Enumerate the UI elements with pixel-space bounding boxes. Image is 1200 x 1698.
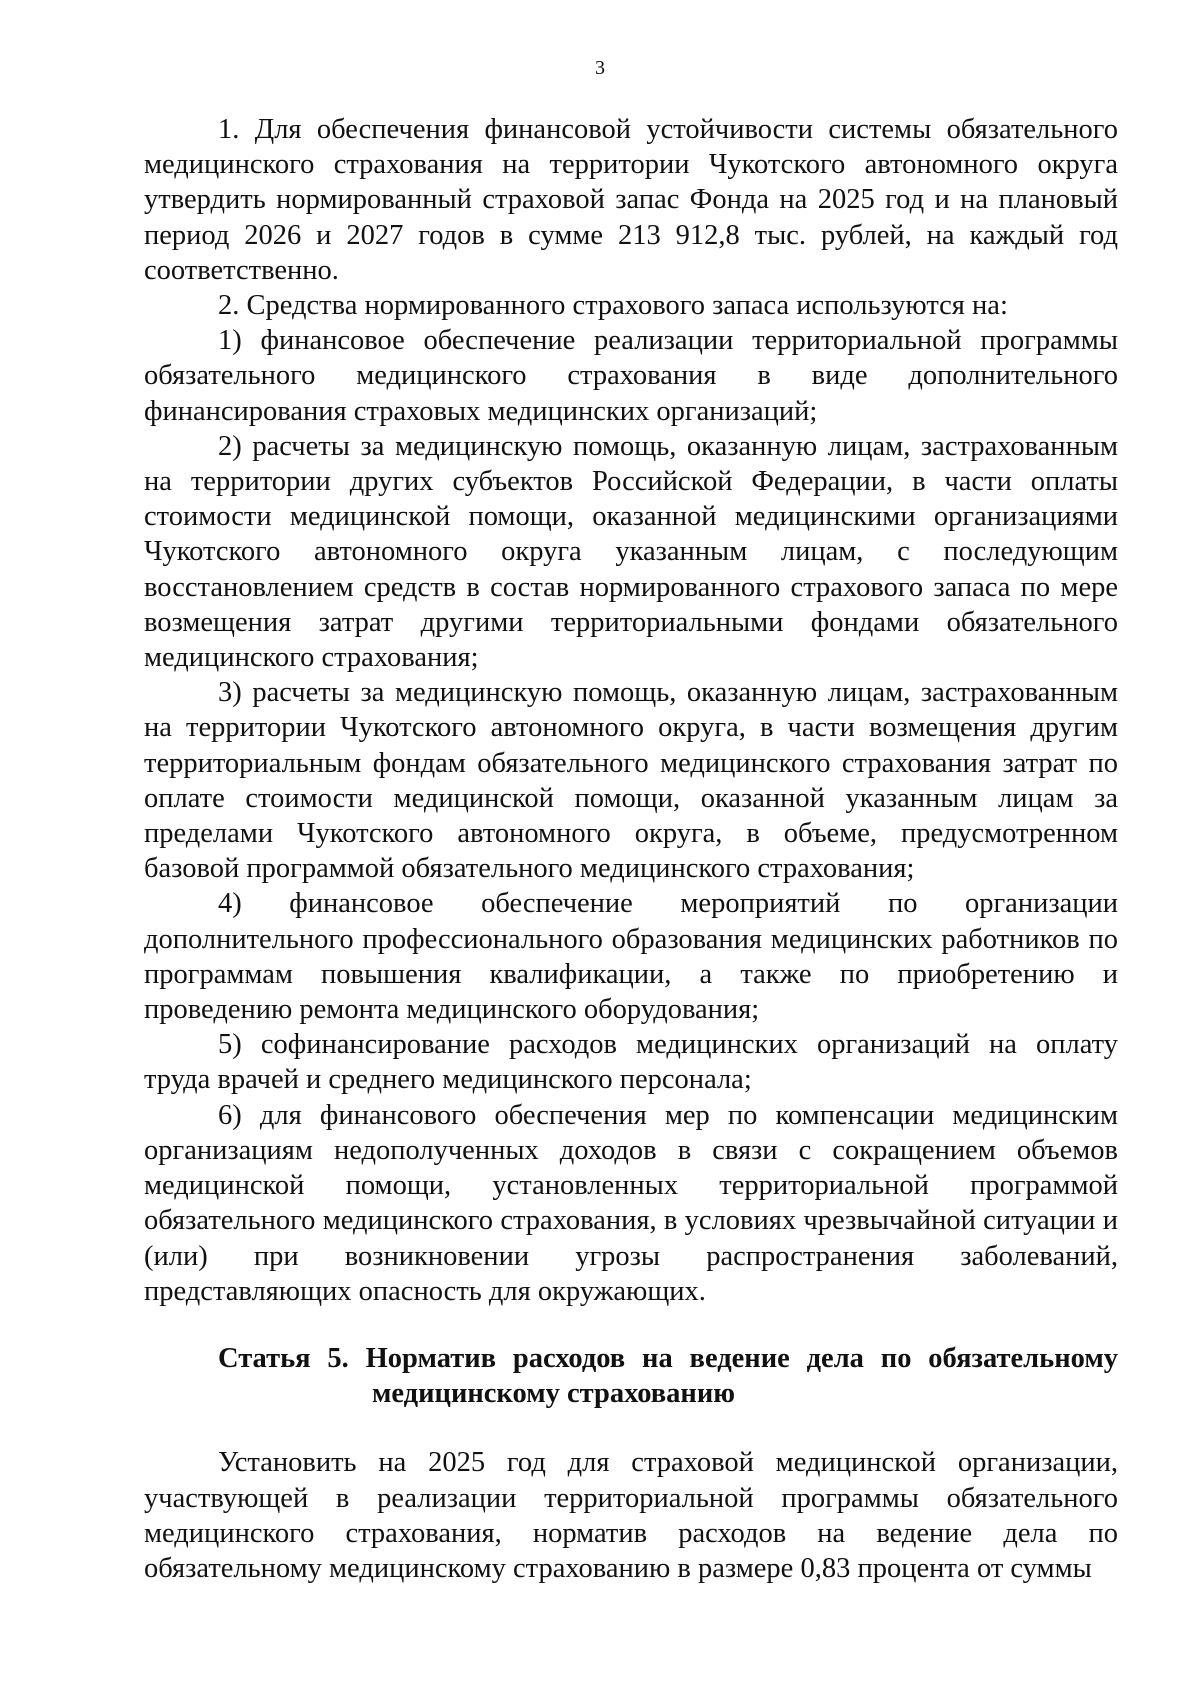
document-body	[144, 112, 1118, 1586]
paragraph-reserve-usage-intro: 2. Средства нормированного страхового запаса используются на:	[218, 290, 1008, 322]
article-heading-line-1: Статья 5. Норматив расходов на ведение дела по обязательному	[218, 1342, 1118, 1374]
list-item-4: 4) финансовое обеспечение мероприятий по организации дополнительного профессионального образования медицинских работников по программам повышения квалификации, а также по приобретению и проведению ремонта медицинского оборудования;	[144, 888, 1118, 1026]
list-item-1: 1) финансовое обеспечение реализации территориальной программы обязательного медицинского страхования в виде дополнительного финансирования страховых медицинских организаций;	[144, 325, 1118, 427]
page-number: 3	[595, 57, 605, 79]
article-5-heading	[144, 1341, 1118, 1411]
list-item-5: 5) софинансирование расходов медицинских организаций на оплату труда врачей и среднего медицинского персонала;	[144, 1029, 1118, 1096]
article-heading-line-2: медицинскому страхованию	[372, 1378, 736, 1410]
list-item-3: 3) расчеты за медицинскую помощь, оказанную лицам, застрахованным на территории Чукотского автономного округа, в части возмещения другим территориальным фондам обязательного медицинского страхования затрат по оплате стоимости медицинской помощи, оказанной указанным лицам за пределами Чукотского автономного округа, в объеме, предусмотренном базовой программой обязательного медицинского страхования;	[144, 677, 1118, 885]
list-item-2: 2) расчеты за медицинскую помощь, оказанную лицам, застрахованным на территории других субъектов Российской Федерации, в части оплаты стоимости медицинской помощи, оказанной медицинскими организациями Чукотского автономного округа указанным лицам, с последующим восстановлением средств в состав нормированного страхового запаса по мере возмещения затрат другими территориальными фондами обязательного медицинского страхования;	[144, 430, 1118, 674]
paragraph-reserve-amount: 1. Для обеспечения финансовой устойчивости системы обязательного медицинского страхования на территории Чукотского автономного округа утвердить нормированный страховой запас Фонда на 2025 год и на плановый период 2026 и 2027 годов в сумме 213 912,8 тыс. рублей, на каждый год соответственно.	[144, 114, 1118, 286]
paragraph-admin-expense-norm: Установить на 2025 год для страховой медицинской организации, участвующей в реализации территориальной программы обязательного медицинского страхования, норматив расходов на ведение дела по обязательному медицинскому страхованию в размере 0,83 процента от суммы	[144, 1447, 1118, 1584]
list-item-6: 6) для финансового обеспечения мер по компенсации медицинским организациям недополученных доходов в связи с сокращением объемов медицинской помощи, установленных территориальной программой обязательного медицинского страхования, в условиях чрезвычайной ситуации и (или) при возникновении угрозы распространения заболеваний, представляющих опасность для окружающих.	[144, 1099, 1118, 1307]
